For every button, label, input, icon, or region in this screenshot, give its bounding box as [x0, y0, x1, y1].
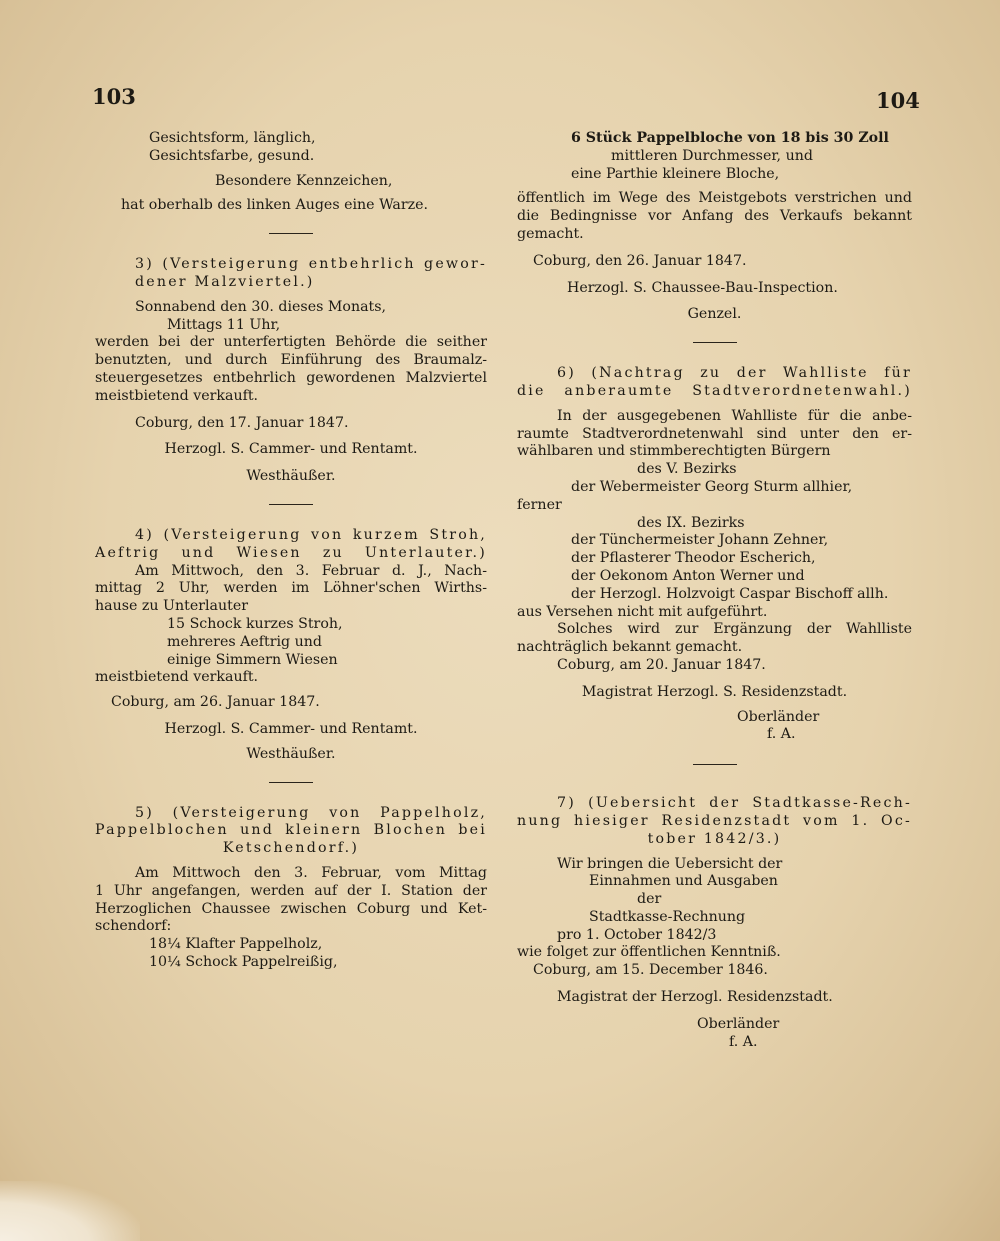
text-line: 18¼ Klafter Pappelholz,: [149, 936, 323, 953]
text-line: Sonnabend den 30. dieses Monats,: [135, 298, 387, 315]
notice-office: Herzogl. S. Cammer- und Rentamt.: [164, 441, 418, 458]
text-line: der Pflasterer Theodor Escherich,: [571, 550, 816, 567]
text-line: benutzten, und durch Einführung des Braumalz-: [95, 352, 487, 369]
section-divider: [269, 782, 313, 783]
text-line: gemacht.: [517, 225, 584, 242]
text-line: eine Parthie kleinere Bloche,: [571, 165, 780, 182]
text-line: werden bei der unterfertigten Behörde die seither: [95, 334, 487, 351]
notice-title: Aeftrig und Wiesen zu Unterlauter.): [95, 544, 487, 561]
text-line: Einnahmen und Ausgaben: [589, 873, 778, 890]
text-line: der Oekonom Anton Werner und: [571, 567, 805, 584]
section-divider: [269, 233, 313, 234]
text-line: meistbietend verkauft.: [95, 669, 259, 686]
text-line: 6 Stück Pappelbloche von 18 bis 30 Zoll: [571, 130, 889, 146]
text-line: nachträglich bekannt gemacht.: [517, 639, 743, 656]
text-line: öffentlich im Wege des Meistgebots verstrichen und: [517, 190, 912, 207]
page-edge-shadow: [0, 1181, 140, 1241]
notice-signer: f. A.: [729, 1033, 758, 1050]
text-line: schendorf:: [95, 918, 172, 935]
notice-office: Herzogl. S. Chaussee-Bau-Inspection.: [567, 279, 838, 296]
notice-date: Coburg, den 17. Januar 1847.: [135, 414, 349, 431]
notice-office: Herzogl. S. Cammer- und Rentamt.: [164, 720, 418, 737]
text-line: meistbietend verkauft.: [95, 387, 259, 404]
notice-2-continuation: [95, 130, 487, 215]
text-line: raumte Stadtverordnetenwahl sind unter den er-: [517, 425, 912, 442]
text-line: Herzoglichen Chaussee zwischen Coburg und Ket-: [95, 900, 487, 917]
text-line: Besondere Kennzeichen,: [215, 172, 393, 189]
left-column: [95, 130, 487, 972]
text-line: Gesichtsform, länglich,: [149, 130, 316, 146]
notice-signer: Genzel.: [687, 306, 742, 323]
notice-5: [95, 805, 487, 972]
notice-title: 5) (Versteigerung von Pappelholz,: [135, 804, 487, 821]
section-divider: [693, 342, 737, 343]
notice-7: [517, 795, 912, 1051]
notice-date: Coburg, am 26. Januar 1847.: [111, 694, 320, 711]
notice-signer: Westhäußer.: [246, 745, 336, 762]
notice-date: Coburg, am 20. Januar 1847.: [557, 656, 766, 673]
notice-title: 3) (Versteigerung entbehrlich gewor-: [135, 256, 487, 273]
notice-title: 4) (Versteigerung von kurzem Stroh,: [135, 526, 487, 543]
section-divider: [693, 764, 737, 765]
notice-title: nung hiesiger Residenzstadt vom 1. Oc-: [517, 812, 912, 829]
text-line: pro 1. October 1842/3: [557, 926, 717, 943]
text-line: der Webermeister Georg Sturm allhier,: [571, 478, 853, 495]
text-line: der Herzogl. Holzvoigt Caspar Bischoff allh.: [571, 585, 889, 602]
text-line: mehreres Aeftrig und: [167, 633, 322, 650]
text-line: mittleren Durchmesser, und: [611, 147, 813, 164]
notice-4: [95, 527, 487, 764]
text-line: des IX. Bezirks: [637, 514, 745, 531]
text-line: wie folget zur öffentlichen Kenntniß.: [517, 944, 781, 961]
text-line: Am Mittwoch den 3. Februar, vom Mittag: [135, 864, 487, 881]
text-line: aus Versehen nicht mit aufgeführt.: [517, 603, 768, 620]
text-line: Am Mittwoch, den 3. Februar d. J., Nach-: [135, 562, 487, 579]
notice-office: Magistrat Herzogl. S. Residenzstadt.: [581, 683, 848, 700]
text-line: Solches wird zur Ergänzung der Wahlliste: [557, 621, 912, 638]
text-line: des V. Bezirks: [637, 461, 737, 478]
text-line: 10¼ Schock Pappelreißig,: [149, 953, 338, 970]
text-line: der Tünchermeister Johann Zehner,: [571, 532, 829, 549]
text-line: Gesichtsfarbe, gesund.: [149, 147, 315, 164]
notice-date: Coburg, den 26. Januar 1847.: [533, 252, 747, 269]
text-line: steuergesetzes entbehrlich gewordenen Malzviertel: [95, 369, 487, 386]
text-line: In der ausgegebenen Wahlliste für die anbe-: [557, 407, 912, 424]
page-number-right: 104: [876, 88, 920, 113]
notice-title: Pappelblochen und kleinern Blochen bei: [95, 822, 487, 839]
notice-title: 7) (Uebersicht der Stadtkasse-Rech-: [557, 795, 912, 812]
text-line: die Bedingnisse vor Anfang des Verkaufs bekannt: [517, 208, 912, 225]
notice-signer: Oberländer: [697, 1015, 780, 1032]
page-number-left: 103: [92, 84, 136, 109]
notice-title: 6) (Nachtrag zu der Wahlliste für: [557, 365, 912, 382]
text-line: Mittags 11 Uhr,: [167, 316, 281, 333]
text-line: hat oberhalb des linken Auges eine Warze.: [121, 197, 429, 214]
text-line: hause zu Unterlauter: [95, 598, 249, 615]
text-line: 1 Uhr angefangen, werden auf der I. Station der: [95, 882, 487, 899]
text-line: wählbaren und stimmberechtigten Bürgern: [517, 443, 831, 460]
right-column: [517, 130, 912, 1051]
section-divider: [269, 504, 313, 505]
notice-signer: Westhäußer.: [246, 468, 336, 485]
notice-5-continuation: [517, 130, 912, 324]
notice-title: dener Malzviertel.): [135, 273, 315, 290]
notice-signer: f. A.: [767, 726, 796, 743]
text-line: Wir bringen die Uebersicht der: [557, 855, 783, 872]
text-line: einige Simmern Wiesen: [167, 651, 338, 668]
notice-date: Coburg, am 15. December 1846.: [533, 962, 768, 979]
notice-title: die anberaumte Stadtverordnetenwahl.): [517, 382, 912, 399]
notice-title: tober 1842/3.): [647, 830, 782, 847]
notice-6: [517, 365, 912, 744]
notice-3: [95, 256, 487, 486]
text-line: der: [637, 891, 662, 908]
text-line: mittag 2 Uhr, werden im Löhner'schen Wirths-: [95, 580, 487, 597]
text-line: Stadtkasse-Rechnung: [589, 908, 746, 925]
notice-office: Magistrat der Herzogl. Residenzstadt.: [557, 989, 833, 1006]
text-line: ferner: [517, 496, 562, 513]
text-line: 15 Schock kurzes Stroh,: [167, 615, 343, 632]
notice-title: Ketschendorf.): [222, 840, 360, 857]
notice-signer: Oberländer: [737, 708, 820, 725]
